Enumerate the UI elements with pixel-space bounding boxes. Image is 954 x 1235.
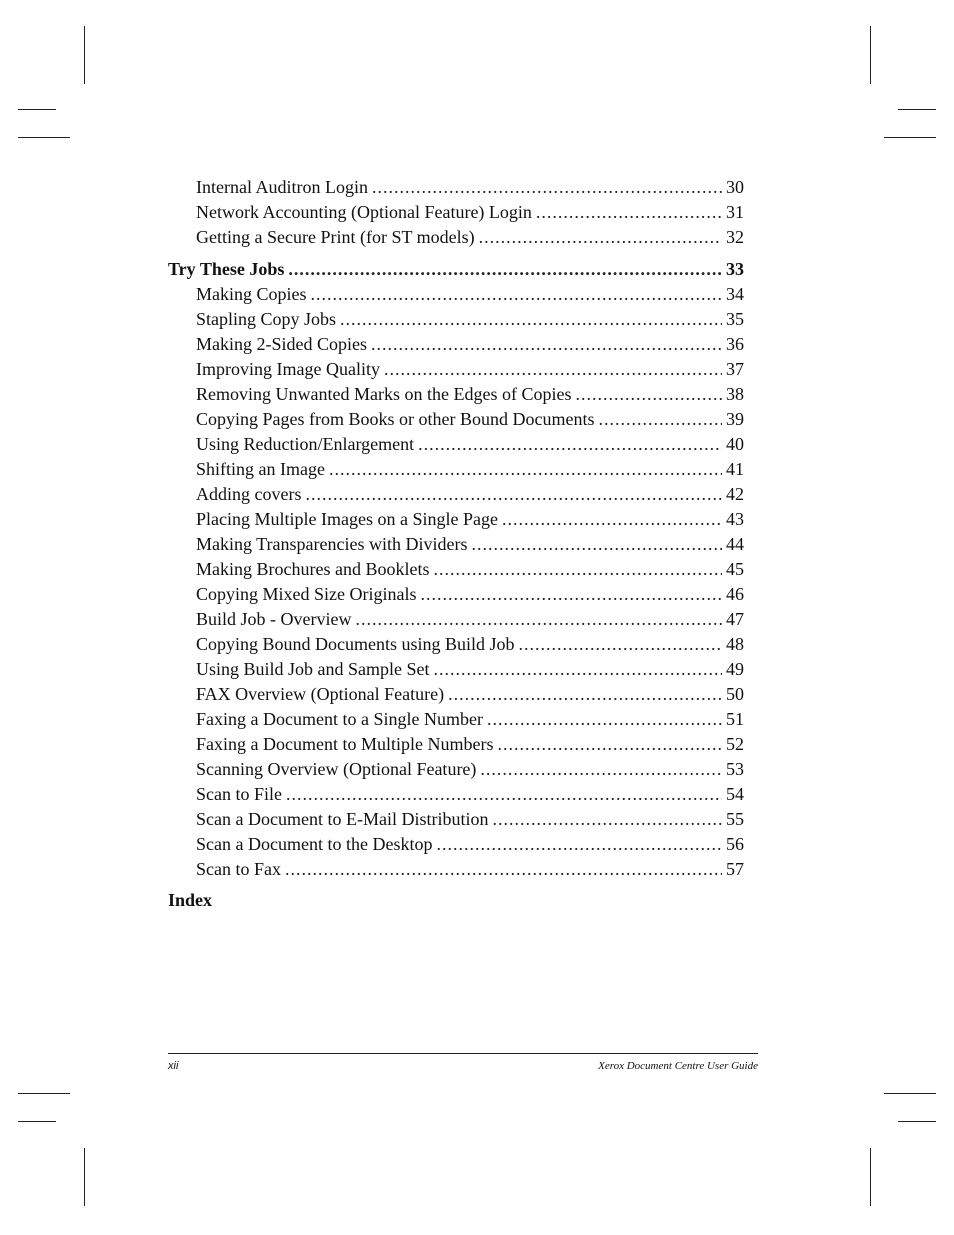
dot-leader [371, 333, 722, 355]
toc-entry-title: Stapling Copy Jobs [196, 309, 337, 329]
toc-entry[interactable] [196, 758, 744, 780]
toc-entry[interactable] [196, 433, 744, 455]
dot-leader [519, 633, 722, 655]
toc-entry-page: 49 [726, 659, 744, 679]
toc-entry[interactable] [196, 683, 744, 705]
toc-entry-title: Making Copies [196, 284, 307, 304]
toc-entry-page: 33 [726, 259, 744, 279]
toc-entry[interactable] [196, 733, 744, 755]
toc-entry-page: 51 [726, 709, 744, 729]
toc-entry-page: 30 [726, 177, 744, 197]
toc-entry[interactable] [196, 608, 744, 630]
toc-entry[interactable] [196, 708, 744, 730]
dot-leader [433, 558, 722, 580]
toc-entry-title: Using Reduction/Enlargement [196, 434, 415, 454]
dot-leader [285, 858, 722, 880]
toc-entry-page: 54 [726, 784, 744, 804]
toc-entry[interactable] [196, 633, 744, 655]
dot-leader [434, 658, 723, 680]
toc-entry-page: 42 [726, 484, 744, 504]
toc-entry-title: Scan a Document to the Desktop [196, 834, 433, 854]
dot-leader [288, 258, 722, 280]
toc-entry-title: Making Brochures and Booklets [196, 559, 430, 579]
toc-entry-page: 39 [726, 409, 744, 429]
dot-leader [492, 808, 722, 830]
toc-entry-page: 55 [726, 809, 744, 829]
toc-entry[interactable] [196, 833, 744, 855]
toc-entry-page: 43 [726, 509, 744, 529]
toc-entry-title: Copying Bound Documents using Build Job [196, 634, 515, 654]
toc-entry-page: 53 [726, 759, 744, 779]
dot-leader [598, 408, 722, 430]
toc-entry-page: 40 [726, 434, 744, 454]
toc-entry-page: 38 [726, 384, 744, 404]
toc-entry-page: 50 [726, 684, 744, 704]
toc-entry-page: 47 [726, 609, 744, 629]
dot-leader [286, 783, 722, 805]
toc-entry-title: Scan a Document to E-Mail Distribution [196, 809, 489, 829]
dot-leader [355, 608, 722, 630]
toc-entry-title: Faxing a Document to a Single Number [196, 709, 483, 729]
toc-entry[interactable] [196, 308, 744, 330]
toc-entry-page: 56 [726, 834, 744, 854]
toc-entry[interactable] [196, 176, 744, 198]
dot-leader [340, 308, 722, 330]
dot-leader [487, 708, 722, 730]
toc-entry-title: Copying Pages from Books or other Bound Documents [196, 409, 595, 429]
toc-entry-title: Scan to Fax [196, 859, 281, 879]
toc-entry-title: Faxing a Document to Multiple Numbers [196, 734, 494, 754]
toc-entry[interactable] [196, 383, 744, 405]
toc-entry[interactable] [196, 783, 744, 805]
dot-leader [305, 483, 722, 505]
dot-leader [311, 283, 723, 305]
footer-rule [168, 1053, 758, 1054]
toc-entry[interactable] [196, 283, 744, 305]
toc-entry-title: Placing Multiple Images on a Single Page [196, 509, 498, 529]
toc-section-entry[interactable] [168, 258, 744, 280]
toc-entry[interactable] [196, 558, 744, 580]
toc-entry-page: 48 [726, 634, 744, 654]
toc-entry-title: Making 2-Sided Copies [196, 334, 367, 354]
dot-leader [420, 583, 722, 605]
toc-entry-page: 32 [726, 227, 744, 247]
dot-leader [479, 226, 722, 248]
toc-entry[interactable] [196, 358, 744, 380]
toc-entry[interactable] [196, 201, 744, 223]
toc-entry[interactable] [196, 533, 744, 555]
toc-entry-page: 44 [726, 534, 744, 554]
toc-entry[interactable] [196, 658, 744, 680]
dot-leader [418, 433, 722, 455]
toc-entry[interactable] [196, 508, 744, 530]
footer-guide-title: Xerox Document Centre User Guide [598, 1060, 758, 1072]
toc-entry-title: Build Job - Overview [196, 609, 352, 629]
toc-entry[interactable] [196, 226, 744, 248]
toc-entry[interactable] [196, 858, 744, 880]
dot-leader [448, 683, 722, 705]
dot-leader [536, 201, 722, 223]
toc-entry-page: 45 [726, 559, 744, 579]
toc-entry-title: Adding covers [196, 484, 302, 504]
toc-entry-title: Try These Jobs [168, 259, 285, 279]
toc-entry-title: Getting a Secure Print (for ST models) [196, 227, 475, 247]
toc-entry-page: 37 [726, 359, 744, 379]
toc-entry-page: 52 [726, 734, 744, 754]
toc-entry-page: 41 [726, 459, 744, 479]
toc-entry-page: 57 [726, 859, 744, 879]
toc-entry-title: Using Build Job and Sample Set [196, 659, 430, 679]
toc-entry-page: 46 [726, 584, 744, 604]
dot-leader [502, 508, 722, 530]
toc-entry[interactable] [196, 333, 744, 355]
toc-entry[interactable] [196, 583, 744, 605]
toc-entry[interactable] [196, 483, 744, 505]
toc-entry-title: Shifting an Image [196, 459, 325, 479]
index-heading[interactable]: Index [168, 890, 213, 910]
dot-leader [329, 458, 722, 480]
dot-leader [497, 733, 722, 755]
toc-entry-title: Making Transparencies with Dividers [196, 534, 468, 554]
toc-entry-title: Scanning Overview (Optional Feature) [196, 759, 477, 779]
toc-entry-title: Scan to File [196, 784, 282, 804]
toc-entry-title: Copying Mixed Size Originals [196, 584, 417, 604]
toc-entry[interactable] [196, 808, 744, 830]
toc-entry-title: Improving Image Quality [196, 359, 380, 379]
dot-leader [436, 833, 722, 855]
toc-entry[interactable] [196, 408, 744, 430]
dot-leader [471, 533, 722, 555]
toc-entry-page: 36 [726, 334, 744, 354]
toc-entry[interactable] [196, 458, 744, 480]
toc-entry-title: FAX Overview (Optional Feature) [196, 684, 445, 704]
toc-entry-title: Network Accounting (Optional Feature) Login [196, 202, 532, 222]
dot-leader [575, 383, 722, 405]
toc-entry-page: 34 [726, 284, 744, 304]
footer-page-number: xii [168, 1060, 179, 1072]
dot-leader [384, 358, 722, 380]
toc-entry-page: 35 [726, 309, 744, 329]
toc-entry-page: 31 [726, 202, 744, 222]
toc-entry-title: Removing Unwanted Marks on the Edges of Copies [196, 384, 572, 404]
dot-leader [372, 176, 722, 198]
dot-leader [480, 758, 722, 780]
toc-entry-title: Internal Auditron Login [196, 177, 368, 197]
